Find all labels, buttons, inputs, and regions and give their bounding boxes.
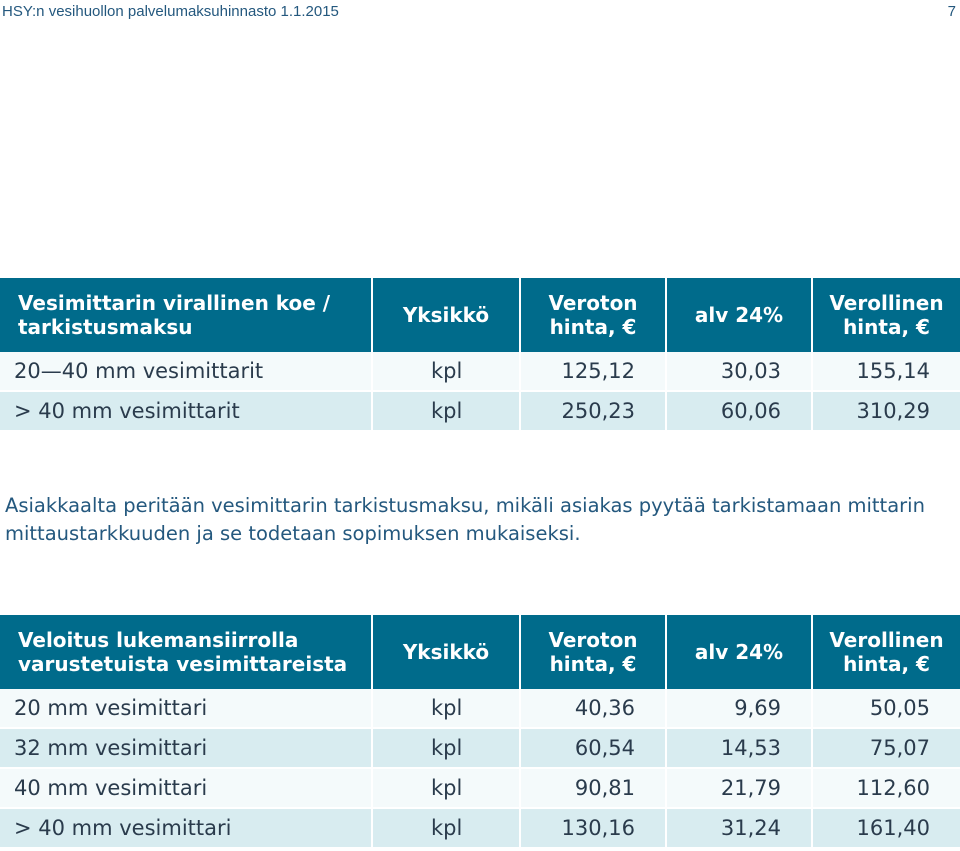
row-service: 40 mm vesimittari (0, 768, 372, 808)
row-price-incl-vat: 112,60 (812, 768, 960, 808)
row-price-excl-vat: 130,16 (520, 808, 666, 848)
column-header-price-excl-vat: Veroton hinta, € (520, 615, 666, 689)
row-price-incl-vat: 161,40 (812, 808, 960, 848)
table-row (0, 689, 960, 728)
row-vat: 21,79 (666, 768, 812, 808)
table-row (0, 352, 960, 391)
column-header-service: Vesimittarin virallinen koe / tarkistusmaksu (0, 278, 372, 352)
row-price-incl-vat: 75,07 (812, 728, 960, 768)
column-header-price-excl-vat: Veroton hinta, € (520, 278, 666, 352)
document-title: HSY:n vesihuollon palvelumaksuhinnasto 1.1.2015 (2, 3, 339, 20)
row-service: 32 mm vesimittari (0, 728, 372, 768)
row-price-excl-vat: 125,12 (520, 352, 666, 391)
row-unit: kpl (372, 391, 520, 431)
row-vat: 60,06 (666, 391, 812, 431)
table-row (0, 728, 960, 768)
meter-inspection-fee-table (0, 278, 960, 432)
row-unit: kpl (372, 352, 520, 391)
row-unit: kpl (372, 728, 520, 768)
row-price-excl-vat: 60,54 (520, 728, 666, 768)
row-vat: 31,24 (666, 808, 812, 848)
row-price-excl-vat: 40,36 (520, 689, 666, 728)
table-row (0, 391, 960, 431)
row-service: 20 mm vesimittari (0, 689, 372, 728)
row-vat: 14,53 (666, 728, 812, 768)
table-row (0, 768, 960, 808)
row-price-excl-vat: 90,81 (520, 768, 666, 808)
inspection-fee-note: Asiakkaalta peritään vesimittarin tarkistusmaksu, mikäli asiakas pyytää tarkistamaan mittarin mittaustarkkuuden ja se todetaan sopimuksen mukaiseksi. (5, 493, 925, 545)
column-header-unit: Yksikkö (372, 278, 520, 352)
column-header-price-incl-vat: Verollinen hinta, € (812, 615, 960, 689)
row-price-incl-vat: 310,29 (812, 391, 960, 431)
row-unit: kpl (372, 689, 520, 728)
row-unit: kpl (372, 768, 520, 808)
table-row (0, 808, 960, 848)
column-header-price-incl-vat: Verollinen hinta, € (812, 278, 960, 352)
column-header-service: Veloitus lukemansiirrolla varustetuista vesimittareista (0, 615, 372, 689)
table-header-row (0, 278, 960, 352)
column-header-unit: Yksikkö (372, 615, 520, 689)
column-header-vat: alv 24% (666, 278, 812, 352)
row-price-incl-vat: 155,14 (812, 352, 960, 391)
row-price-incl-vat: 50,05 (812, 689, 960, 728)
row-vat: 30,03 (666, 352, 812, 391)
row-vat: 9,69 (666, 689, 812, 728)
row-price-excl-vat: 250,23 (520, 391, 666, 431)
row-service: > 40 mm vesimittarit (0, 391, 372, 431)
remote-reading-meter-fee-table (0, 615, 960, 849)
page-header (0, 0, 960, 24)
row-unit: kpl (372, 808, 520, 848)
page-number: 7 (947, 3, 956, 20)
row-service: 20—40 mm vesimittarit (0, 352, 372, 391)
table-header-row (0, 615, 960, 689)
row-service: > 40 mm vesimittari (0, 808, 372, 848)
column-header-vat: alv 24% (666, 615, 812, 689)
